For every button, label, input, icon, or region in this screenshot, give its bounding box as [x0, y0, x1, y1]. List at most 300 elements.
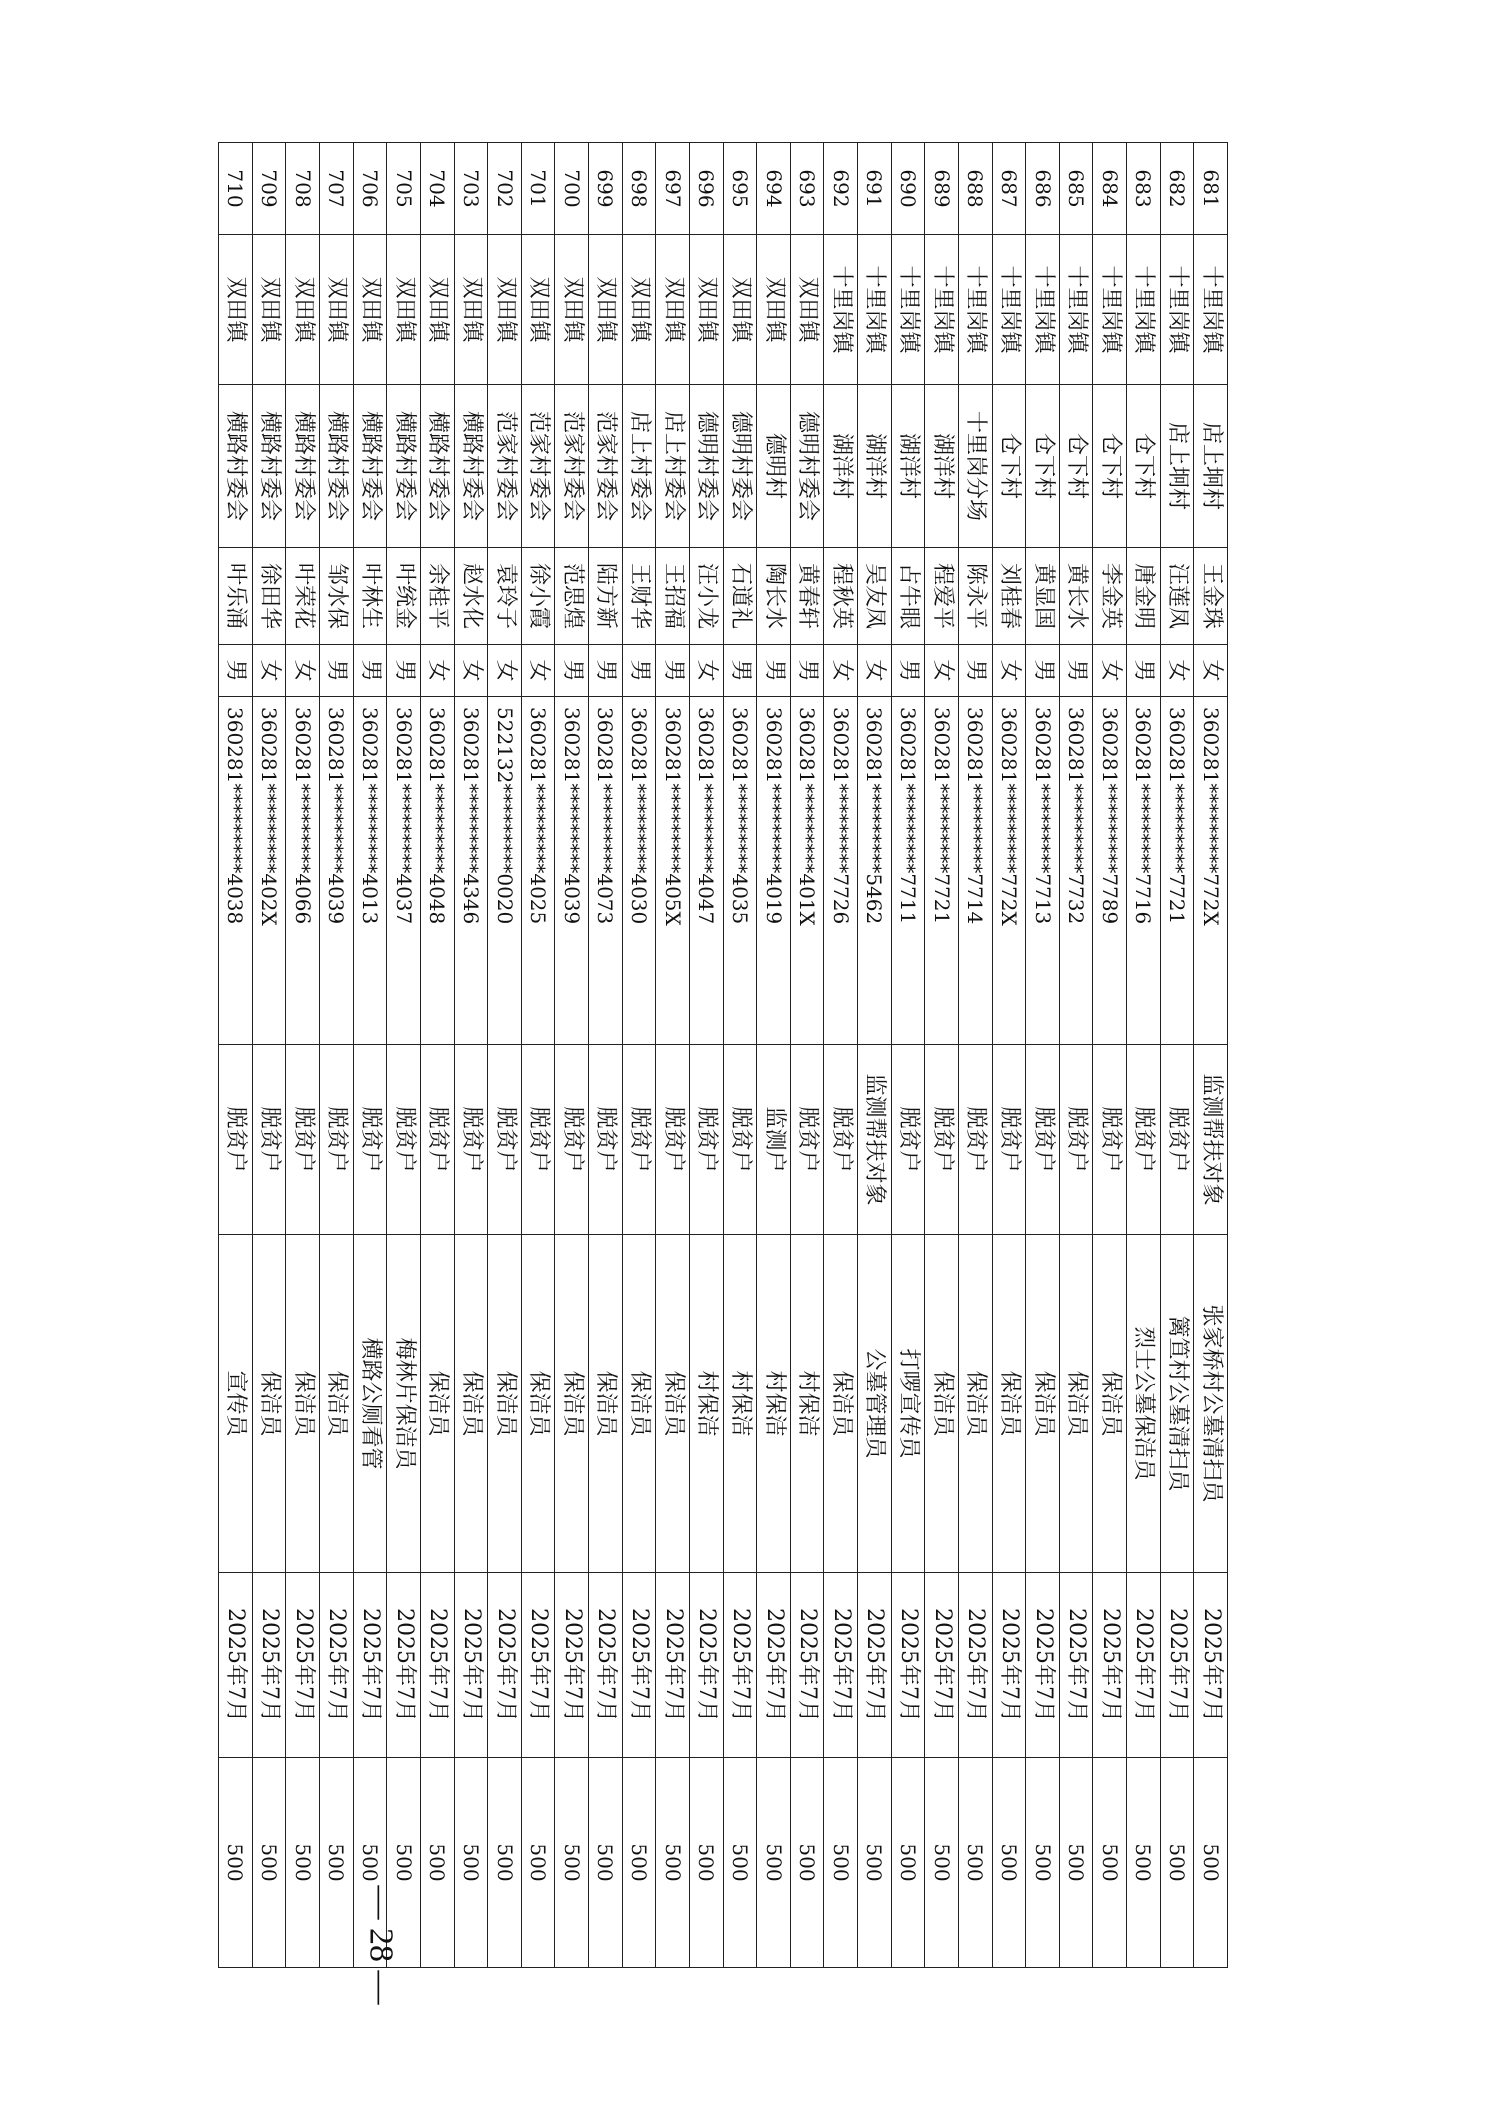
- month-cell: 2025年7月: [1026, 1573, 1060, 1758]
- gender-cell: 男: [790, 645, 824, 697]
- name-cell: 黄春轩: [790, 548, 824, 645]
- row-number: 683: [1127, 143, 1161, 235]
- household-type-cell: 脱贫户: [959, 1045, 993, 1235]
- row-number: 704: [421, 143, 455, 235]
- name-cell: 叶乐涌: [219, 548, 253, 645]
- job-title-cell: 保洁员: [589, 1235, 623, 1573]
- household-type-cell: 脱贫户: [589, 1045, 623, 1235]
- row-number: 686: [1026, 143, 1060, 235]
- town-cell: 双田镇: [353, 235, 387, 385]
- page-number: — 28 —: [362, 1885, 399, 2005]
- gender-cell: 男: [1059, 645, 1093, 697]
- town-cell: 双田镇: [757, 235, 791, 385]
- job-title-cell: 保洁员: [925, 1235, 959, 1573]
- household-type-cell: 脱贫户: [286, 1045, 320, 1235]
- table-row: [824, 143, 858, 1968]
- village-cell: 湖洋村: [858, 385, 892, 548]
- household-type-cell: 脱贫户: [824, 1045, 858, 1235]
- table-row: [421, 143, 455, 1968]
- job-title-cell: 保洁员: [320, 1235, 354, 1573]
- id-number-cell: 360281*********405X: [656, 697, 690, 1045]
- town-cell: 双田镇: [421, 235, 455, 385]
- job-title-cell: 宣传员: [219, 1235, 253, 1573]
- name-cell: 陆方新: [589, 548, 623, 645]
- amount-cell: 500: [1093, 1758, 1127, 1968]
- gender-cell: 女: [925, 645, 959, 697]
- month-cell: 2025年7月: [622, 1573, 656, 1758]
- village-cell: 仓下村: [1059, 385, 1093, 548]
- amount-cell: 500: [622, 1758, 656, 1968]
- table-row: [891, 143, 925, 1968]
- name-cell: 黄长水: [1059, 548, 1093, 645]
- name-cell: 袁玲子: [488, 548, 522, 645]
- village-cell: 德明村委会: [790, 385, 824, 548]
- amount-cell: 500: [656, 1758, 690, 1968]
- town-cell: 十里岗镇: [858, 235, 892, 385]
- name-cell: 唐金明: [1127, 548, 1161, 645]
- village-cell: 店上坰村: [1194, 385, 1228, 548]
- row-number: 689: [925, 143, 959, 235]
- household-type-cell: 监测帮扶对象: [1194, 1045, 1228, 1235]
- town-cell: 双田镇: [320, 235, 354, 385]
- table-row: [521, 143, 555, 1968]
- amount-cell: 500: [252, 1758, 286, 1968]
- gender-cell: 女: [858, 645, 892, 697]
- month-cell: 2025年7月: [1059, 1573, 1093, 1758]
- household-type-cell: 脱贫户: [1160, 1045, 1194, 1235]
- village-cell: 范家村委会: [521, 385, 555, 548]
- name-cell: 赵水化: [454, 548, 488, 645]
- name-cell: 汪莲凤: [1160, 548, 1194, 645]
- village-cell: 范家村委会: [555, 385, 589, 548]
- gender-cell: 女: [824, 645, 858, 697]
- id-number-cell: 360281*********4030: [622, 697, 656, 1045]
- town-cell: 十里岗镇: [891, 235, 925, 385]
- amount-cell: 500: [320, 1758, 354, 1968]
- household-type-cell: 脱贫户: [1059, 1045, 1093, 1235]
- amount-cell: 500: [286, 1758, 320, 1968]
- amount-cell: 500: [723, 1758, 757, 1968]
- beneficiary-table: [218, 142, 1228, 1968]
- month-cell: 2025年7月: [1194, 1573, 1228, 1758]
- amount-cell: 500: [1059, 1758, 1093, 1968]
- job-title-cell: 保洁员: [1059, 1235, 1093, 1573]
- amount-cell: 500: [353, 1758, 387, 1968]
- household-type-cell: 脱贫户: [555, 1045, 589, 1235]
- household-type-cell: 监测户: [757, 1045, 791, 1235]
- village-cell: 横路村委会: [353, 385, 387, 548]
- gender-cell: 女: [1160, 645, 1194, 697]
- village-cell: 横路村委会: [252, 385, 286, 548]
- gender-cell: 男: [320, 645, 354, 697]
- household-type-cell: 脱贫户: [219, 1045, 253, 1235]
- job-title-cell: 公墓管理员: [858, 1235, 892, 1573]
- village-cell: 横路村委会: [421, 385, 455, 548]
- month-cell: 2025年7月: [521, 1573, 555, 1758]
- id-number-cell: 360281*********4346: [454, 697, 488, 1045]
- name-cell: 陶长水: [757, 548, 791, 645]
- gender-cell: 女: [252, 645, 286, 697]
- month-cell: 2025年7月: [252, 1573, 286, 1758]
- gender-cell: 男: [353, 645, 387, 697]
- town-cell: 双田镇: [252, 235, 286, 385]
- name-cell: 汪小龙: [690, 548, 724, 645]
- table-row: [992, 143, 1026, 1968]
- village-cell: 横路村委会: [454, 385, 488, 548]
- month-cell: 2025年7月: [421, 1573, 455, 1758]
- id-number-cell: 360281*********5462: [858, 697, 892, 1045]
- town-cell: 双田镇: [488, 235, 522, 385]
- month-cell: 2025年7月: [488, 1573, 522, 1758]
- month-cell: 2025年7月: [690, 1573, 724, 1758]
- amount-cell: 500: [992, 1758, 1026, 1968]
- town-cell: 双田镇: [656, 235, 690, 385]
- town-cell: 双田镇: [723, 235, 757, 385]
- amount-cell: 500: [1127, 1758, 1161, 1968]
- row-number: 706: [353, 143, 387, 235]
- gender-cell: 女: [1194, 645, 1228, 697]
- gender-cell: 女: [690, 645, 724, 697]
- village-cell: 横路村委会: [387, 385, 421, 548]
- table-row: [690, 143, 724, 1968]
- household-type-cell: 脱贫户: [1093, 1045, 1127, 1235]
- row-number: 699: [589, 143, 623, 235]
- id-number-cell: 360281*********4013: [353, 697, 387, 1045]
- name-cell: 徐小霞: [521, 548, 555, 645]
- table-row: [219, 143, 253, 1968]
- month-cell: 2025年7月: [858, 1573, 892, 1758]
- gender-cell: 男: [891, 645, 925, 697]
- gender-cell: 男: [1127, 645, 1161, 697]
- household-type-cell: 脱贫户: [387, 1045, 421, 1235]
- table-row: [387, 143, 421, 1968]
- table-row: [1059, 143, 1093, 1968]
- table-row: [1093, 143, 1127, 1968]
- job-title-cell: 保洁员: [286, 1235, 320, 1573]
- month-cell: 2025年7月: [454, 1573, 488, 1758]
- id-number-cell: 360281*********4039: [555, 697, 589, 1045]
- table-row: [757, 143, 791, 1968]
- row-number: 702: [488, 143, 522, 235]
- amount-cell: 500: [790, 1758, 824, 1968]
- town-cell: 十里岗镇: [1093, 235, 1127, 385]
- job-title-cell: 篱笪村公墓清扫员: [1160, 1235, 1194, 1573]
- table-row: [589, 143, 623, 1968]
- name-cell: 程爱平: [925, 548, 959, 645]
- town-cell: 双田镇: [622, 235, 656, 385]
- table-row: [1160, 143, 1194, 1968]
- row-number: 695: [723, 143, 757, 235]
- name-cell: 叶荣花: [286, 548, 320, 645]
- row-number: 694: [757, 143, 791, 235]
- month-cell: 2025年7月: [219, 1573, 253, 1758]
- gender-cell: 男: [757, 645, 791, 697]
- table-row: [320, 143, 354, 1968]
- name-cell: 王财华: [622, 548, 656, 645]
- row-number: 701: [521, 143, 555, 235]
- town-cell: 十里岗镇: [1160, 235, 1194, 385]
- village-cell: 仓下村: [1127, 385, 1161, 548]
- name-cell: 王招福: [656, 548, 690, 645]
- month-cell: 2025年7月: [959, 1573, 993, 1758]
- id-number-cell: 360281*********772X: [1194, 697, 1228, 1045]
- table-row: [353, 143, 387, 1968]
- id-number-cell: 360281*********7732: [1059, 697, 1093, 1045]
- row-number: 709: [252, 143, 286, 235]
- month-cell: 2025年7月: [1093, 1573, 1127, 1758]
- village-cell: 横路村委会: [286, 385, 320, 548]
- job-title-cell: 村保洁: [690, 1235, 724, 1573]
- month-cell: 2025年7月: [992, 1573, 1026, 1758]
- table-row: [454, 143, 488, 1968]
- job-title-cell: 保洁员: [454, 1235, 488, 1573]
- job-title-cell: 保洁员: [555, 1235, 589, 1573]
- amount-cell: 500: [1194, 1758, 1228, 1968]
- table-row: [858, 143, 892, 1968]
- village-cell: 仓下村: [992, 385, 1026, 548]
- amount-cell: 500: [488, 1758, 522, 1968]
- job-title-cell: 保洁员: [1026, 1235, 1060, 1573]
- table-row: [252, 143, 286, 1968]
- village-cell: 店上坰村: [1160, 385, 1194, 548]
- name-cell: 余桂平: [421, 548, 455, 645]
- name-cell: 邹水保: [320, 548, 354, 645]
- id-number-cell: 360281*********4038: [219, 697, 253, 1045]
- row-number: 681: [1194, 143, 1228, 235]
- job-title-cell: 梅林片保洁员: [387, 1235, 421, 1573]
- village-cell: 横路村委会: [219, 385, 253, 548]
- gender-cell: 男: [589, 645, 623, 697]
- row-number: 700: [555, 143, 589, 235]
- job-title-cell: 保洁员: [488, 1235, 522, 1573]
- village-cell: 店上村委会: [656, 385, 690, 548]
- amount-cell: 500: [1026, 1758, 1060, 1968]
- rotated-table-container: [218, 142, 1228, 1967]
- row-number: 682: [1160, 143, 1194, 235]
- name-cell: 黄显国: [1026, 548, 1060, 645]
- household-type-cell: 脱贫户: [992, 1045, 1026, 1235]
- row-number: 703: [454, 143, 488, 235]
- job-title-cell: 打啰宣传员: [891, 1235, 925, 1573]
- id-number-cell: 360281*********7726: [824, 697, 858, 1045]
- town-cell: 双田镇: [555, 235, 589, 385]
- amount-cell: 500: [925, 1758, 959, 1968]
- town-cell: 十里岗镇: [1026, 235, 1060, 385]
- row-number: 685: [1059, 143, 1093, 235]
- household-type-cell: 脱贫户: [1127, 1045, 1161, 1235]
- row-number: 693: [790, 143, 824, 235]
- gender-cell: 女: [454, 645, 488, 697]
- amount-cell: 500: [387, 1758, 421, 1968]
- month-cell: 2025年7月: [1160, 1573, 1194, 1758]
- row-number: 710: [219, 143, 253, 235]
- name-cell: 占牛眼: [891, 548, 925, 645]
- name-cell: 吴友凤: [858, 548, 892, 645]
- village-cell: 范家村委会: [589, 385, 623, 548]
- month-cell: 2025年7月: [286, 1573, 320, 1758]
- household-type-cell: 脱贫户: [320, 1045, 354, 1235]
- household-type-cell: 脱贫户: [421, 1045, 455, 1235]
- gender-cell: 男: [622, 645, 656, 697]
- village-cell: 仓下村: [1026, 385, 1060, 548]
- table-row: [1194, 143, 1228, 1968]
- gender-cell: 男: [959, 645, 993, 697]
- name-cell: 陈永平: [959, 548, 993, 645]
- job-title-cell: 烈士公墓保洁员: [1127, 1235, 1161, 1573]
- town-cell: 十里岗镇: [959, 235, 993, 385]
- id-number-cell: 360281*********7711: [891, 697, 925, 1045]
- table-row: [555, 143, 589, 1968]
- job-title-cell: 村保洁: [723, 1235, 757, 1573]
- job-title-cell: 村保洁: [757, 1235, 791, 1573]
- gender-cell: 男: [555, 645, 589, 697]
- page-number-container: [350, 1845, 410, 2045]
- name-cell: 程秋英: [824, 548, 858, 645]
- month-cell: 2025年7月: [891, 1573, 925, 1758]
- month-cell: 2025年7月: [790, 1573, 824, 1758]
- village-cell: 德明村委会: [690, 385, 724, 548]
- job-title-cell: 保洁员: [521, 1235, 555, 1573]
- table-row: [925, 143, 959, 1968]
- amount-cell: 500: [858, 1758, 892, 1968]
- household-type-cell: 脱贫户: [925, 1045, 959, 1235]
- month-cell: 2025年7月: [824, 1573, 858, 1758]
- id-number-cell: 360281*********4019: [757, 697, 791, 1045]
- household-type-cell: 脱贫户: [252, 1045, 286, 1235]
- town-cell: 双田镇: [790, 235, 824, 385]
- job-title-cell: 保洁员: [252, 1235, 286, 1573]
- gender-cell: 男: [656, 645, 690, 697]
- amount-cell: 500: [219, 1758, 253, 1968]
- household-type-cell: 监测帮扶对象: [858, 1045, 892, 1235]
- row-number: 684: [1093, 143, 1127, 235]
- name-cell: 范思煌: [555, 548, 589, 645]
- village-cell: 横路村委会: [320, 385, 354, 548]
- table-row: [286, 143, 320, 1968]
- job-title-cell: 保洁员: [959, 1235, 993, 1573]
- job-title-cell: 张家桥村公墓清扫员: [1194, 1235, 1228, 1573]
- name-cell: 刘桂春: [992, 548, 1026, 645]
- table-row: [790, 143, 824, 1968]
- month-cell: 2025年7月: [353, 1573, 387, 1758]
- household-type-cell: 脱贫户: [723, 1045, 757, 1235]
- household-type-cell: 脱贫户: [690, 1045, 724, 1235]
- id-number-cell: 360281*********7716: [1127, 697, 1161, 1045]
- amount-cell: 500: [589, 1758, 623, 1968]
- job-title-cell: 保洁员: [421, 1235, 455, 1573]
- job-title-cell: 保洁员: [1093, 1235, 1127, 1573]
- household-type-cell: 脱贫户: [488, 1045, 522, 1235]
- month-cell: 2025年7月: [589, 1573, 623, 1758]
- amount-cell: 500: [690, 1758, 724, 1968]
- month-cell: 2025年7月: [757, 1573, 791, 1758]
- id-number-cell: 360281*********401X: [790, 697, 824, 1045]
- job-title-cell: 保洁员: [824, 1235, 858, 1573]
- id-number-cell: 360281*********4037: [387, 697, 421, 1045]
- village-cell: 湖洋村: [824, 385, 858, 548]
- amount-cell: 500: [521, 1758, 555, 1968]
- household-type-cell: 脱贫户: [790, 1045, 824, 1235]
- id-number-cell: 360281*********7789: [1093, 697, 1127, 1045]
- id-number-cell: 360281*********4048: [421, 697, 455, 1045]
- row-number: 687: [992, 143, 1026, 235]
- table-row: [622, 143, 656, 1968]
- name-cell: 徐田华: [252, 548, 286, 645]
- month-cell: 2025年7月: [320, 1573, 354, 1758]
- household-type-cell: 脱贫户: [353, 1045, 387, 1235]
- id-number-cell: 360281*********772X: [992, 697, 1026, 1045]
- village-cell: 仓下村: [1093, 385, 1127, 548]
- month-cell: 2025年7月: [723, 1573, 757, 1758]
- village-cell: 德明村: [757, 385, 791, 548]
- month-cell: 2025年7月: [656, 1573, 690, 1758]
- job-title-cell: 保洁员: [992, 1235, 1026, 1573]
- household-type-cell: 脱贫户: [891, 1045, 925, 1235]
- gender-cell: 女: [286, 645, 320, 697]
- month-cell: 2025年7月: [387, 1573, 421, 1758]
- village-cell: 店上村委会: [622, 385, 656, 548]
- row-number: 688: [959, 143, 993, 235]
- village-cell: 范家村委会: [488, 385, 522, 548]
- table-body: [219, 143, 1228, 1968]
- row-number: 692: [824, 143, 858, 235]
- month-cell: 2025年7月: [1127, 1573, 1161, 1758]
- name-cell: 王金珠: [1194, 548, 1228, 645]
- job-title-cell: 保洁员: [656, 1235, 690, 1573]
- row-number: 708: [286, 143, 320, 235]
- amount-cell: 500: [891, 1758, 925, 1968]
- month-cell: 2025年7月: [925, 1573, 959, 1758]
- name-cell: 李金英: [1093, 548, 1127, 645]
- table-row: [959, 143, 993, 1968]
- amount-cell: 500: [959, 1758, 993, 1968]
- job-title-cell: 保洁员: [622, 1235, 656, 1573]
- month-cell: 2025年7月: [555, 1573, 589, 1758]
- town-cell: 十里岗镇: [1127, 235, 1161, 385]
- gender-cell: 女: [521, 645, 555, 697]
- id-number-cell: 360281*********4025: [521, 697, 555, 1045]
- gender-cell: 男: [387, 645, 421, 697]
- town-cell: 十里岗镇: [992, 235, 1026, 385]
- table-row: [1026, 143, 1060, 1968]
- row-number: 691: [858, 143, 892, 235]
- household-type-cell: 脱贫户: [521, 1045, 555, 1235]
- household-type-cell: 脱贫户: [454, 1045, 488, 1235]
- household-type-cell: 脱贫户: [656, 1045, 690, 1235]
- row-number: 707: [320, 143, 354, 235]
- amount-cell: 500: [824, 1758, 858, 1968]
- town-cell: 双田镇: [219, 235, 253, 385]
- row-number: 698: [622, 143, 656, 235]
- town-cell: 十里岗镇: [824, 235, 858, 385]
- job-title-cell: 村保洁: [790, 1235, 824, 1573]
- id-number-cell: 360281*********7721: [925, 697, 959, 1045]
- gender-cell: 女: [488, 645, 522, 697]
- id-number-cell: 522132*********0020: [488, 697, 522, 1045]
- household-type-cell: 脱贫户: [1026, 1045, 1060, 1235]
- amount-cell: 500: [757, 1758, 791, 1968]
- id-number-cell: 360281*********4073: [589, 697, 623, 1045]
- name-cell: 石道礼: [723, 548, 757, 645]
- gender-cell: 女: [421, 645, 455, 697]
- id-number-cell: 360281*********4039: [320, 697, 354, 1045]
- town-cell: 十里岗镇: [1059, 235, 1093, 385]
- village-cell: 湖洋村: [891, 385, 925, 548]
- town-cell: 双田镇: [387, 235, 421, 385]
- town-cell: 双田镇: [454, 235, 488, 385]
- village-cell: 湖洋村: [925, 385, 959, 548]
- town-cell: 十里岗镇: [925, 235, 959, 385]
